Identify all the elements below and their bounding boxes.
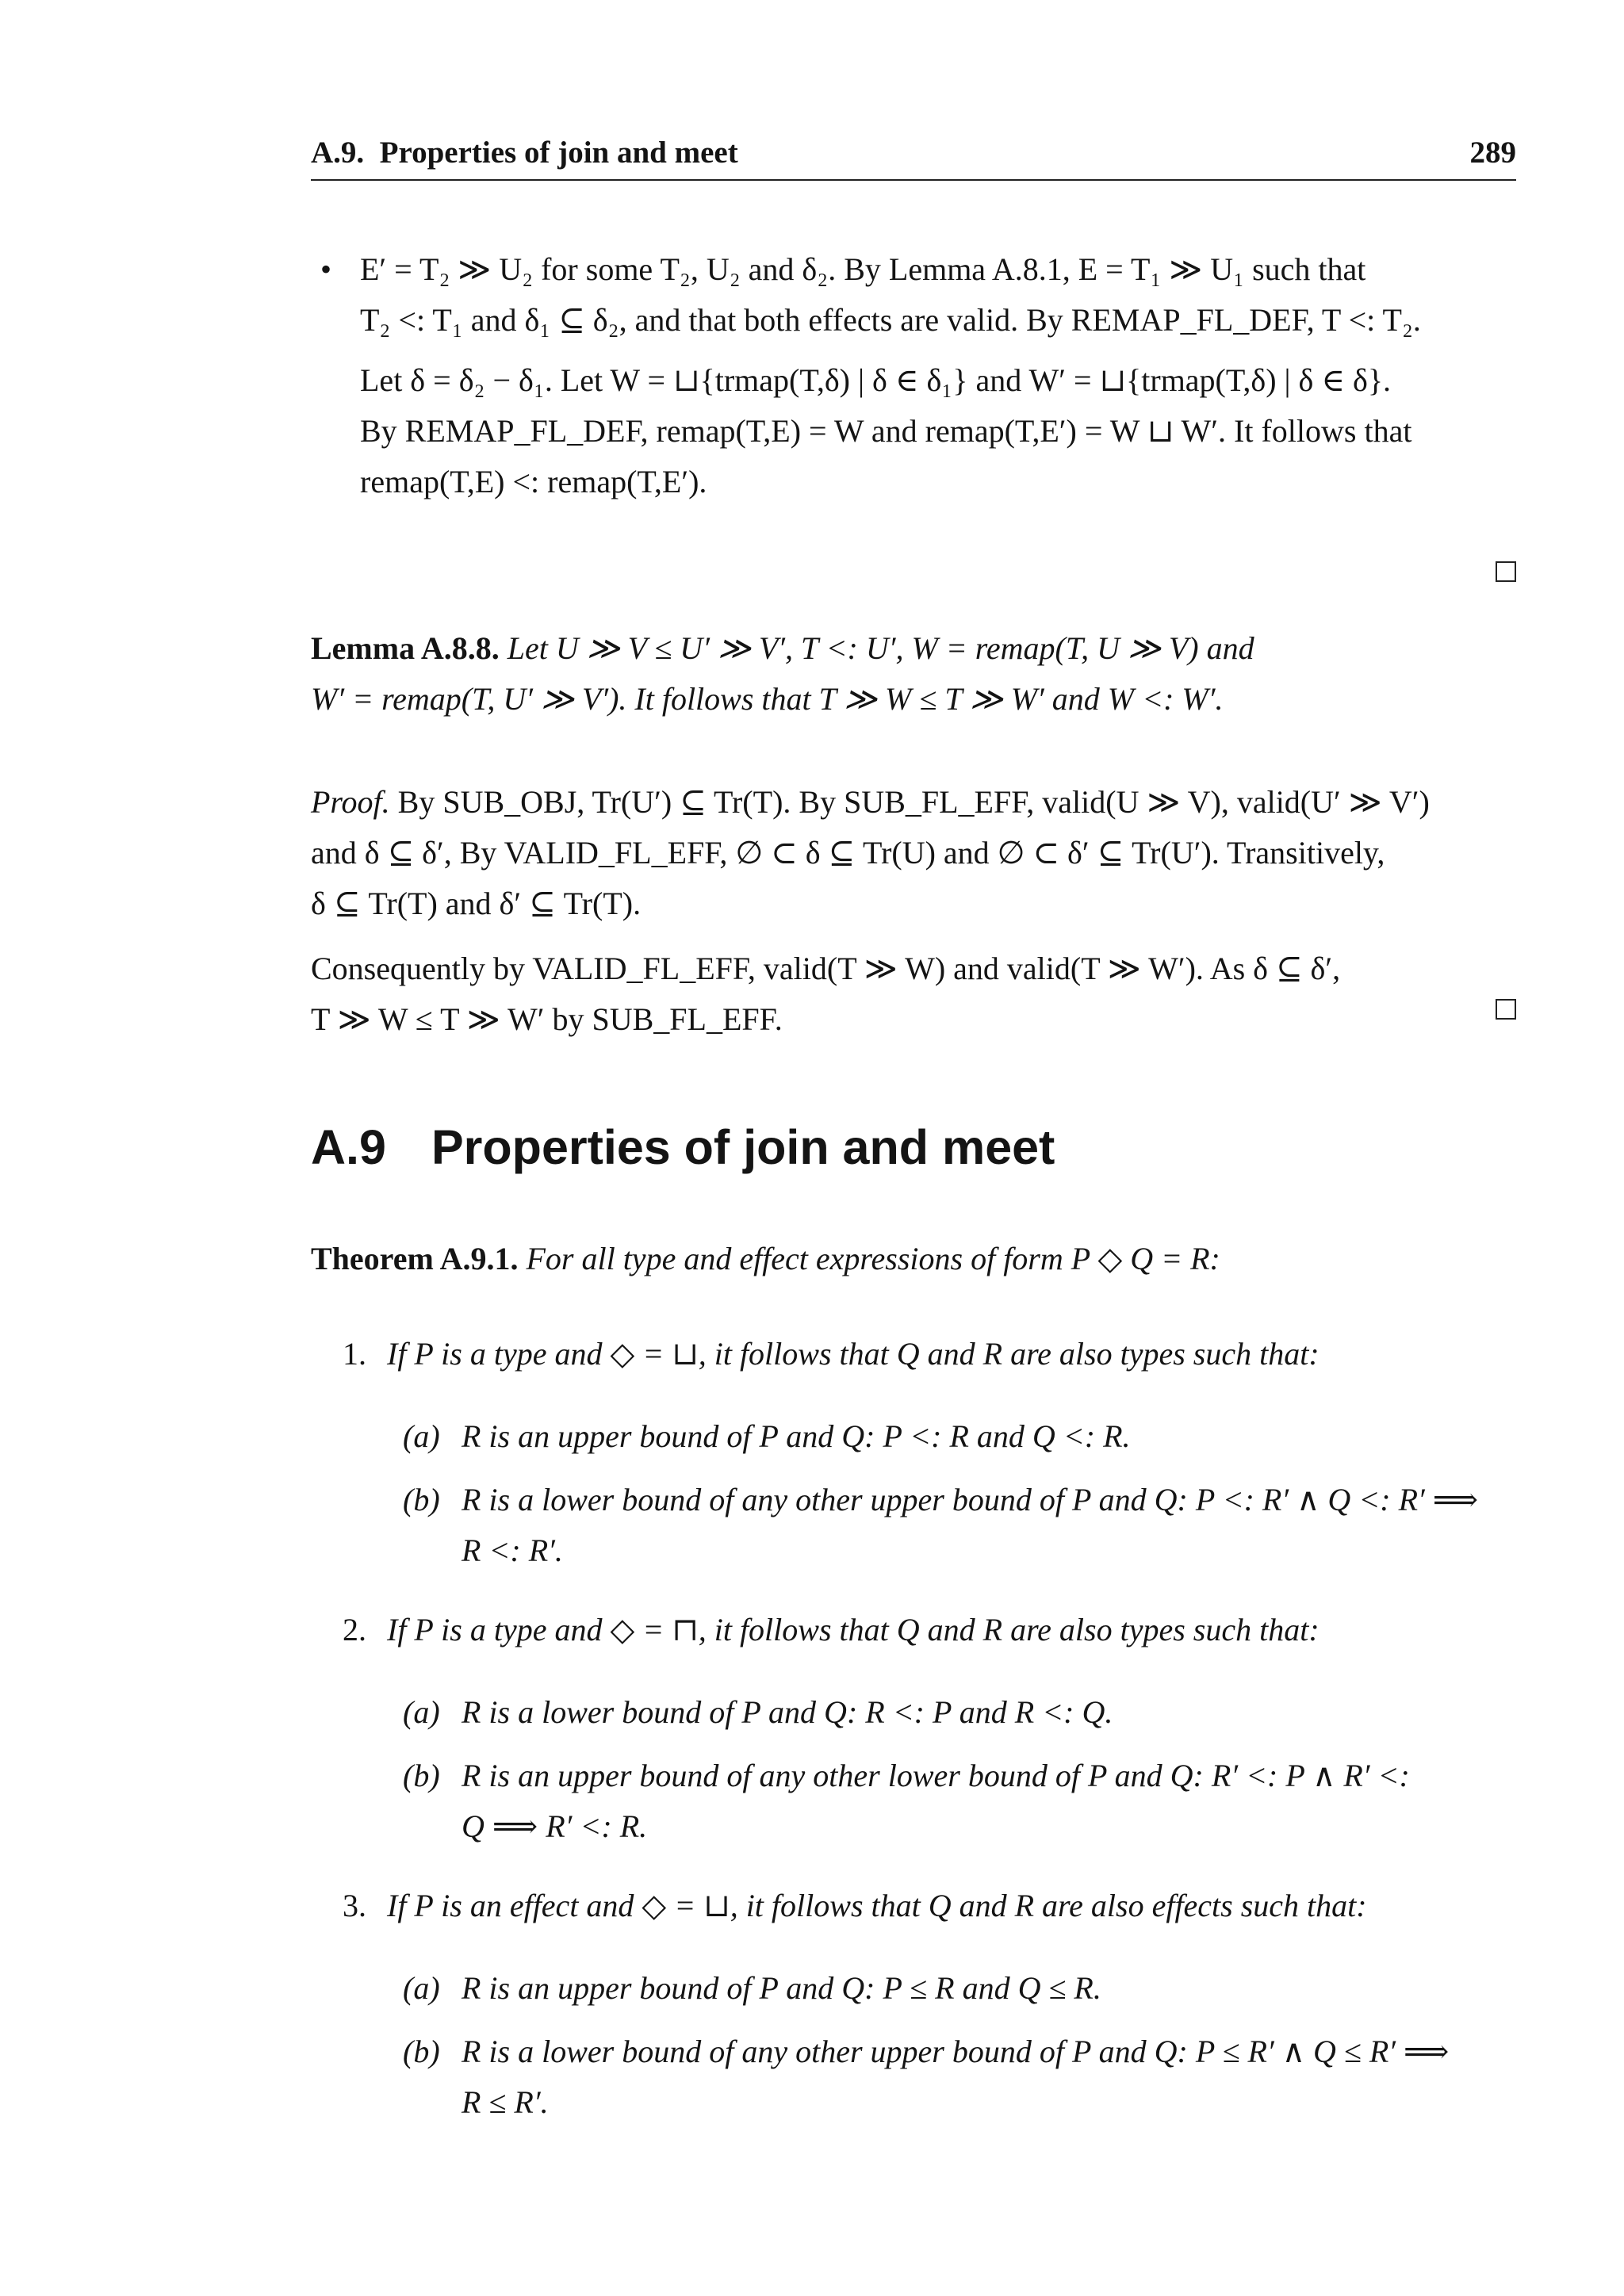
theorem-subitem-2a bbox=[403, 1687, 1516, 1738]
theorem-item-3 bbox=[343, 1881, 1516, 1931]
section-heading bbox=[311, 1119, 1055, 1175]
bullet-line-1: E′ = T₂ ≫ U₂ for some T₂, U₂ and δ₂. By Lemma A.8.1, E = T₁ ≫ U₁ such that bbox=[360, 251, 1366, 287]
subitem-text: R is a lower bound of P and Q: R <: P and R <: Q. bbox=[462, 1694, 1113, 1730]
proof-label: Proof. bbox=[311, 784, 390, 820]
section-number: A.9 bbox=[311, 1120, 386, 1174]
subitem-text: R is a lower bound of any other upper bound of P and Q: P ≤ R′ ∧ Q ≤ R′ ⟹ bbox=[462, 2034, 1450, 2069]
theorem-subitem-1b bbox=[403, 1475, 1516, 1576]
subitem-text: R is a lower bound of any other upper bound of P and Q: P <: R′ ∧ Q <: R′ ⟹ bbox=[462, 1482, 1479, 1517]
header-section-number: A.9. bbox=[311, 136, 365, 170]
subitem-marker: (a) bbox=[403, 1694, 440, 1730]
subitem-text-cont: R ≤ R′. bbox=[462, 2084, 549, 2120]
theorem-subitem-3a bbox=[403, 1963, 1516, 2014]
proof-line-1: By SUB_OBJ, Tr(U′) ⊆ Tr(T). By SUB_FL_EFF, valid(U ≫ V), valid(U′ ≫ V′) bbox=[397, 784, 1430, 820]
lemma-line-1: Let U ≫ V ≤ U′ ≫ V′, T <: U′, W = remap(T, U ≫ V) and bbox=[507, 630, 1254, 666]
subitem-text: R is an upper bound of P and Q: P <: R and Q <: R. bbox=[462, 1418, 1131, 1454]
proof-line-5: T ≫ W ≤ T ≫ W′ by SUB_FL_EFF. bbox=[311, 1001, 783, 1037]
item-text: If P is an effect and ◇ = ⊔, it follows that Q and R are also effects such that: bbox=[387, 1888, 1367, 1923]
proof-line-4: Consequently by VALID_FL_EFF, valid(T ≫ W) and valid(T ≫ W′). As δ ⊆ δ′, bbox=[311, 951, 1341, 986]
item-text: If P is a type and ◇ = ⊔, it follows that Q and R are also types such that: bbox=[387, 1336, 1320, 1372]
item-text: If P is a type and ◇ = ⊓, it follows that Q and R are also types such that: bbox=[387, 1612, 1320, 1647]
page bbox=[311, 0, 1516, 2296]
qed-box bbox=[1496, 999, 1516, 1020]
bullet-line-2: T₂ <: T₁ and δ₁ ⊆ δ₂, and that both effects are valid. By REMAP_FL_DEF, T <: T₂. bbox=[360, 302, 1421, 338]
running-header-title bbox=[311, 135, 738, 170]
theorem-subitem-1a bbox=[403, 1411, 1516, 1462]
subitem-text-cont: Q ⟹ R′ <: R. bbox=[462, 1808, 648, 1844]
proof-line-2: and δ ⊆ δ′, By VALID_FL_EFF, ∅ ⊂ δ ⊆ Tr(U) and ∅ ⊂ δ′ ⊆ Tr(U′). Transitively, bbox=[311, 835, 1385, 871]
running-header bbox=[311, 135, 1516, 175]
theorem-item-1 bbox=[343, 1329, 1516, 1380]
subitem-text-cont: R <: R′. bbox=[462, 1533, 563, 1568]
theorem-subitem-3b bbox=[403, 2026, 1516, 2128]
lemma-block bbox=[311, 623, 1516, 725]
item-marker: 3. bbox=[343, 1888, 366, 1923]
page-number: 289 bbox=[1469, 136, 1516, 170]
item-marker: 2. bbox=[343, 1612, 366, 1647]
subitem-marker: (a) bbox=[403, 1970, 440, 2006]
theorem-statement bbox=[311, 1234, 1516, 1284]
header-title: Properties of join and meet bbox=[379, 136, 738, 170]
subitem-marker: (b) bbox=[403, 2034, 440, 2069]
section-title: Properties of join and meet bbox=[431, 1120, 1055, 1174]
proof-line-3: δ ⊆ Tr(T) and δ′ ⊆ Tr(T). bbox=[311, 886, 642, 921]
lemma-label: Lemma A.8.8. bbox=[311, 630, 500, 666]
qed-box bbox=[1496, 561, 1516, 582]
proof-block bbox=[311, 777, 1516, 1045]
theorem-subitem-2b bbox=[403, 1751, 1516, 1852]
bullet-line-5: remap(T,E) <: remap(T,E′). bbox=[360, 464, 707, 499]
subitem-marker: (b) bbox=[403, 1482, 440, 1517]
bullet-line-3: Let δ = δ₂ − δ₁. Let W = ⊔{trmap(T,δ) | δ ∈ δ₁} and W′ = ⊔{trmap(T,δ) | δ ∈ δ}. bbox=[360, 362, 1392, 398]
theorem-item-2 bbox=[343, 1605, 1516, 1655]
theorem-label: Theorem A.9.1. bbox=[311, 1241, 519, 1276]
lemma-line-2: W′ = remap(T, U′ ≫ V′). It follows that T ≫ W ≤ T ≫ W′ and W <: W′. bbox=[311, 681, 1224, 717]
bullet-marker: • bbox=[320, 251, 332, 287]
subitem-marker: (a) bbox=[403, 1418, 440, 1454]
bullet-line-4: By REMAP_FL_DEF, remap(T,E) = W and remap(T,E′) = W ⊔ W′. It follows that bbox=[360, 413, 1412, 449]
subitem-text: R is an upper bound of any other lower bound of P and Q: R′ <: P ∧ R′ <: bbox=[462, 1758, 1410, 1793]
theorem-text: For all type and effect expressions of form P ◇ Q = R: bbox=[526, 1241, 1220, 1276]
subitem-marker: (b) bbox=[403, 1758, 440, 1793]
proof-case-bullet bbox=[320, 244, 1516, 507]
header-rule bbox=[311, 179, 1516, 181]
item-marker: 1. bbox=[343, 1336, 366, 1372]
subitem-text: R is an upper bound of P and Q: P ≤ R and Q ≤ R. bbox=[462, 1970, 1101, 2006]
